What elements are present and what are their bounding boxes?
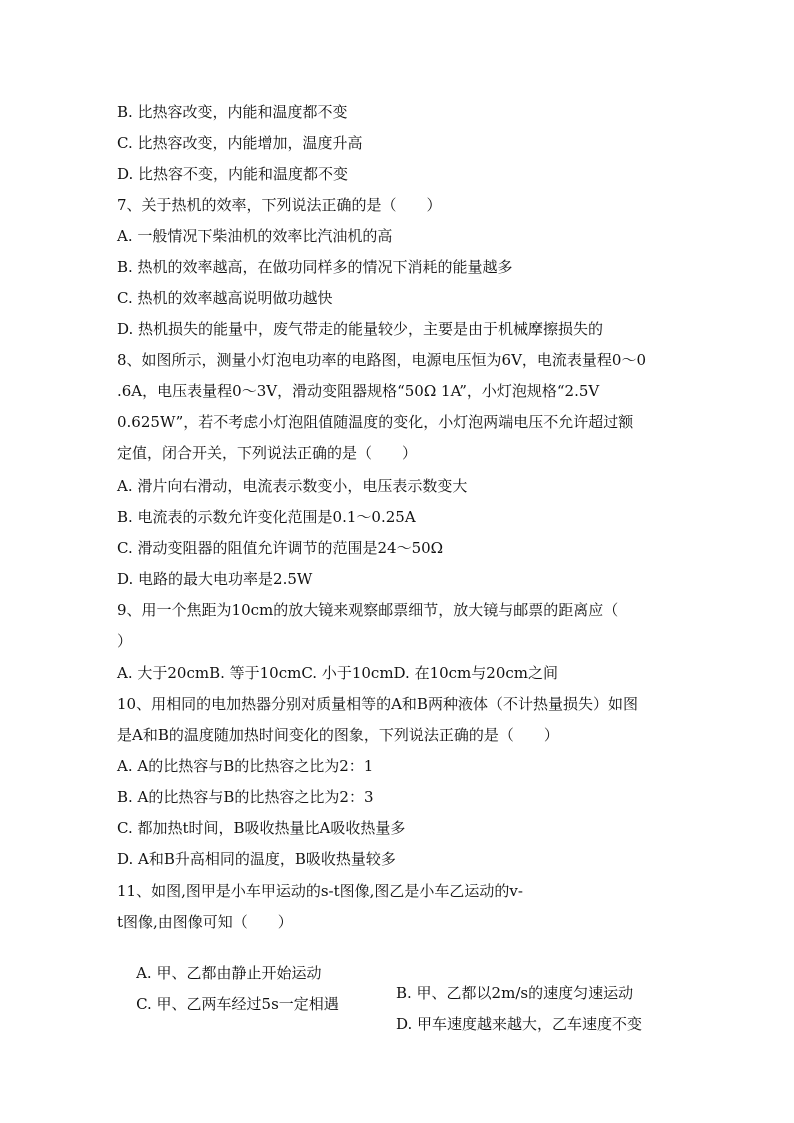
text-line: D. A和B升高相同的温度，B吸收热量较多 [117, 850, 396, 868]
text-line: D. 电路的最大电功率是2.5W [117, 570, 313, 588]
text-line: .6A，电压表量程0～3V，滑动变阻器规格“50Ω 1A”，小灯泡规格“2.5V [117, 382, 600, 400]
q11-option-b: B. 甲、乙都以2m/s的速度匀速运动 [396, 984, 634, 1002]
text-line: ） [117, 632, 133, 650]
text-line: t图像,由图像可知（ ） [117, 913, 293, 931]
question-9-stem: 9、用一个焦距为10cm的放大镜来观察邮票细节，放大镜与邮票的距离应（ [117, 601, 619, 619]
text-line: 定值，闭合开关，下列说法正确的是（ ） [117, 444, 418, 462]
text-line: D. 热机损失的能量中，废气带走的能量较少，主要是由于机械摩擦损失的 [117, 320, 604, 338]
text-line: A. 大于20cmB. 等于10cmC. 小于10cmD. 在10cm与20cm之间 [117, 664, 558, 682]
text-line: C. 都加热t时间，B吸收热量比A吸收热量多 [117, 819, 406, 837]
q11-option-d: D. 甲车速度越来越大，乙车速度不变 [396, 1015, 643, 1033]
text-line: A. 一般情况下柴油机的效率比汽油机的高 [117, 227, 393, 245]
text-line: B. A的比热容与B的比热容之比为2：3 [117, 788, 374, 806]
text-line: 0.625W”，若不考虑小灯泡阻值随温度的变化，小灯泡两端电压不允许超过额 [117, 413, 634, 431]
text-line: B. 电流表的示数允许变化范围是0.1～0.25A [117, 508, 416, 526]
question-8-stem: 8、如图所示，测量小灯泡电功率的电路图，电源电压恒为6V，电流表量程0～0 [117, 351, 647, 369]
text-line: D. 比热容不变，内能和温度都不变 [117, 165, 349, 183]
text-line: C. 比热容改变，内能增加，温度升高 [117, 134, 363, 152]
text-line: B. 热机的效率越高，在做功同样多的情况下消耗的能量越多 [117, 258, 513, 276]
q11-option-c: C. 甲、乙两车经过5s一定相遇 [136, 995, 339, 1013]
text-line: A. 滑片向右滑动，电流表示数变小，电压表示数变大 [117, 477, 468, 495]
text-line: C. 热机的效率越高说明做功越快 [117, 289, 333, 307]
q11-options-row-1 [117, 943, 634, 1002]
question-10-stem: 10、用相同的电加热器分别对质量相等的A和B两种液体（不计热量损失）如图 [117, 695, 638, 713]
text-line: A. A的比热容与B的比热容之比为2：1 [117, 757, 374, 775]
question-11-stem: 11、如图,图甲是小车甲运动的s-t图像,图乙是小车乙运动的v- [117, 882, 523, 900]
text-line: 是A和B的温度随加热时间变化的图象，下列说法正确的是（ ） [117, 726, 559, 744]
q11-option-a: A. 甲、乙都由静止开始运动 [136, 964, 322, 982]
text-line: B. 比热容改变，内能和温度都不变 [117, 103, 348, 121]
text-line: C. 滑动变阻器的阻值允许调节的范围是24～50Ω [117, 539, 444, 557]
question-7-stem: 7、关于热机的效率，下列说法正确的是（ ） [117, 196, 442, 214]
